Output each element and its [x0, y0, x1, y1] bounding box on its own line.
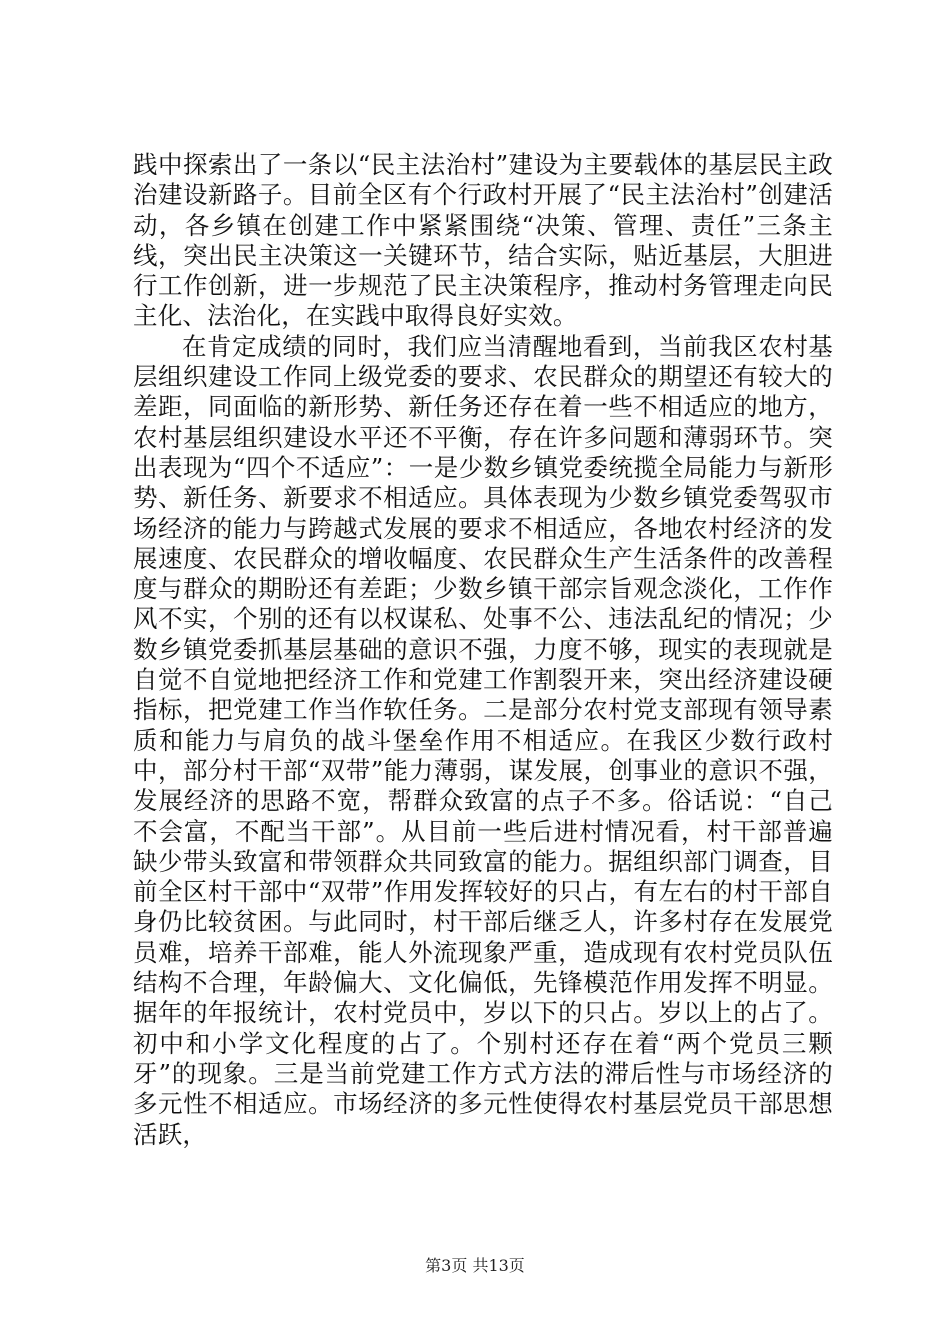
paragraph-1: 践中探索出了一条以“民主法治村”建设为主要载体的基层民主政治建设新路子。目前全区有个行政村开展了“民主法治村”创建活动，各乡镇在创建工作中紧紧围绕“决策、管理、责任”三条主线，突出民主决策这一关键环节，结合实际，贴近基层，大胆进行工作创新，进一步规范了民主决策程序，推动村务管理走向民主化、法治化，在实践中取得良好实效。	[133, 150, 833, 331]
document-body	[133, 150, 833, 1150]
paragraph-2: 在肯定成绩的同时，我们应当清醒地看到，当前我区农村基层组织建设工作同上级党委的要求、农民群众的期望还有较大的差距，同面临的新形势、新任务还存在着一些不相适应的地方，农村基层组织建设水平还不平衡，存在许多问题和薄弱环节。突出表现为“四个不适应”：一是少数乡镇党委统揽全局能力与新形势、新任务、新要求不相适应。具体表现为少数乡镇党委驾驭市场经济的能力与跨越式发展的要求不相适应，各地农村经济的发展速度、农民群众的增收幅度、农民群众生产生活条件的改善程度与群众的期盼还有差距；少数乡镇干部宗旨观念淡化，工作作风不实，个别的还有以权谋私、处事不公、违法乱纪的情况；少数乡镇党委抓基层基础的意识不强，力度不够，现实的表现就是自觉不自觉地把经济工作和党建工作割裂开来，突出经济建设硬指标，把党建工作当作软任务。二是部分农村党支部现有领导素质和能力与肩负的战斗堡垒作用不相适应。在我区少数行政村中，部分村干部“双带”能力薄弱，谋发展，创事业的意识不强，发展经济的思路不宽，帮群众致富的点子不多。俗话说：“自己不会富，不配当干部”。从目前一些后进村情况看，村干部普遍缺少带头致富和带领群众共同致富的能力。据组织部门调查，目前全区村干部中“双带”作用发挥较好的只占，有左右的村干部自身仍比较贫困。与此同时，村干部后继乏人，许多村存在发展党员难，培养干部难，能人外流现象严重，造成现有农村党员队伍结构不合理，年龄偏大、文化偏低，先锋模范作用发挥不明显。据年的年报统计，农村党员中，岁以下的只占。岁以上的占了。初中和小学文化程度的占了。个别村还存在着“两个党员三颗牙”的现象。三是当前党建工作方式方法的滞后性与市场经济的多元性不相适应。市场经济的多元性使得农村基层党员干部思想活跃，	[133, 331, 833, 1149]
page-footer: 第3页 共13页	[425, 1256, 525, 1275]
